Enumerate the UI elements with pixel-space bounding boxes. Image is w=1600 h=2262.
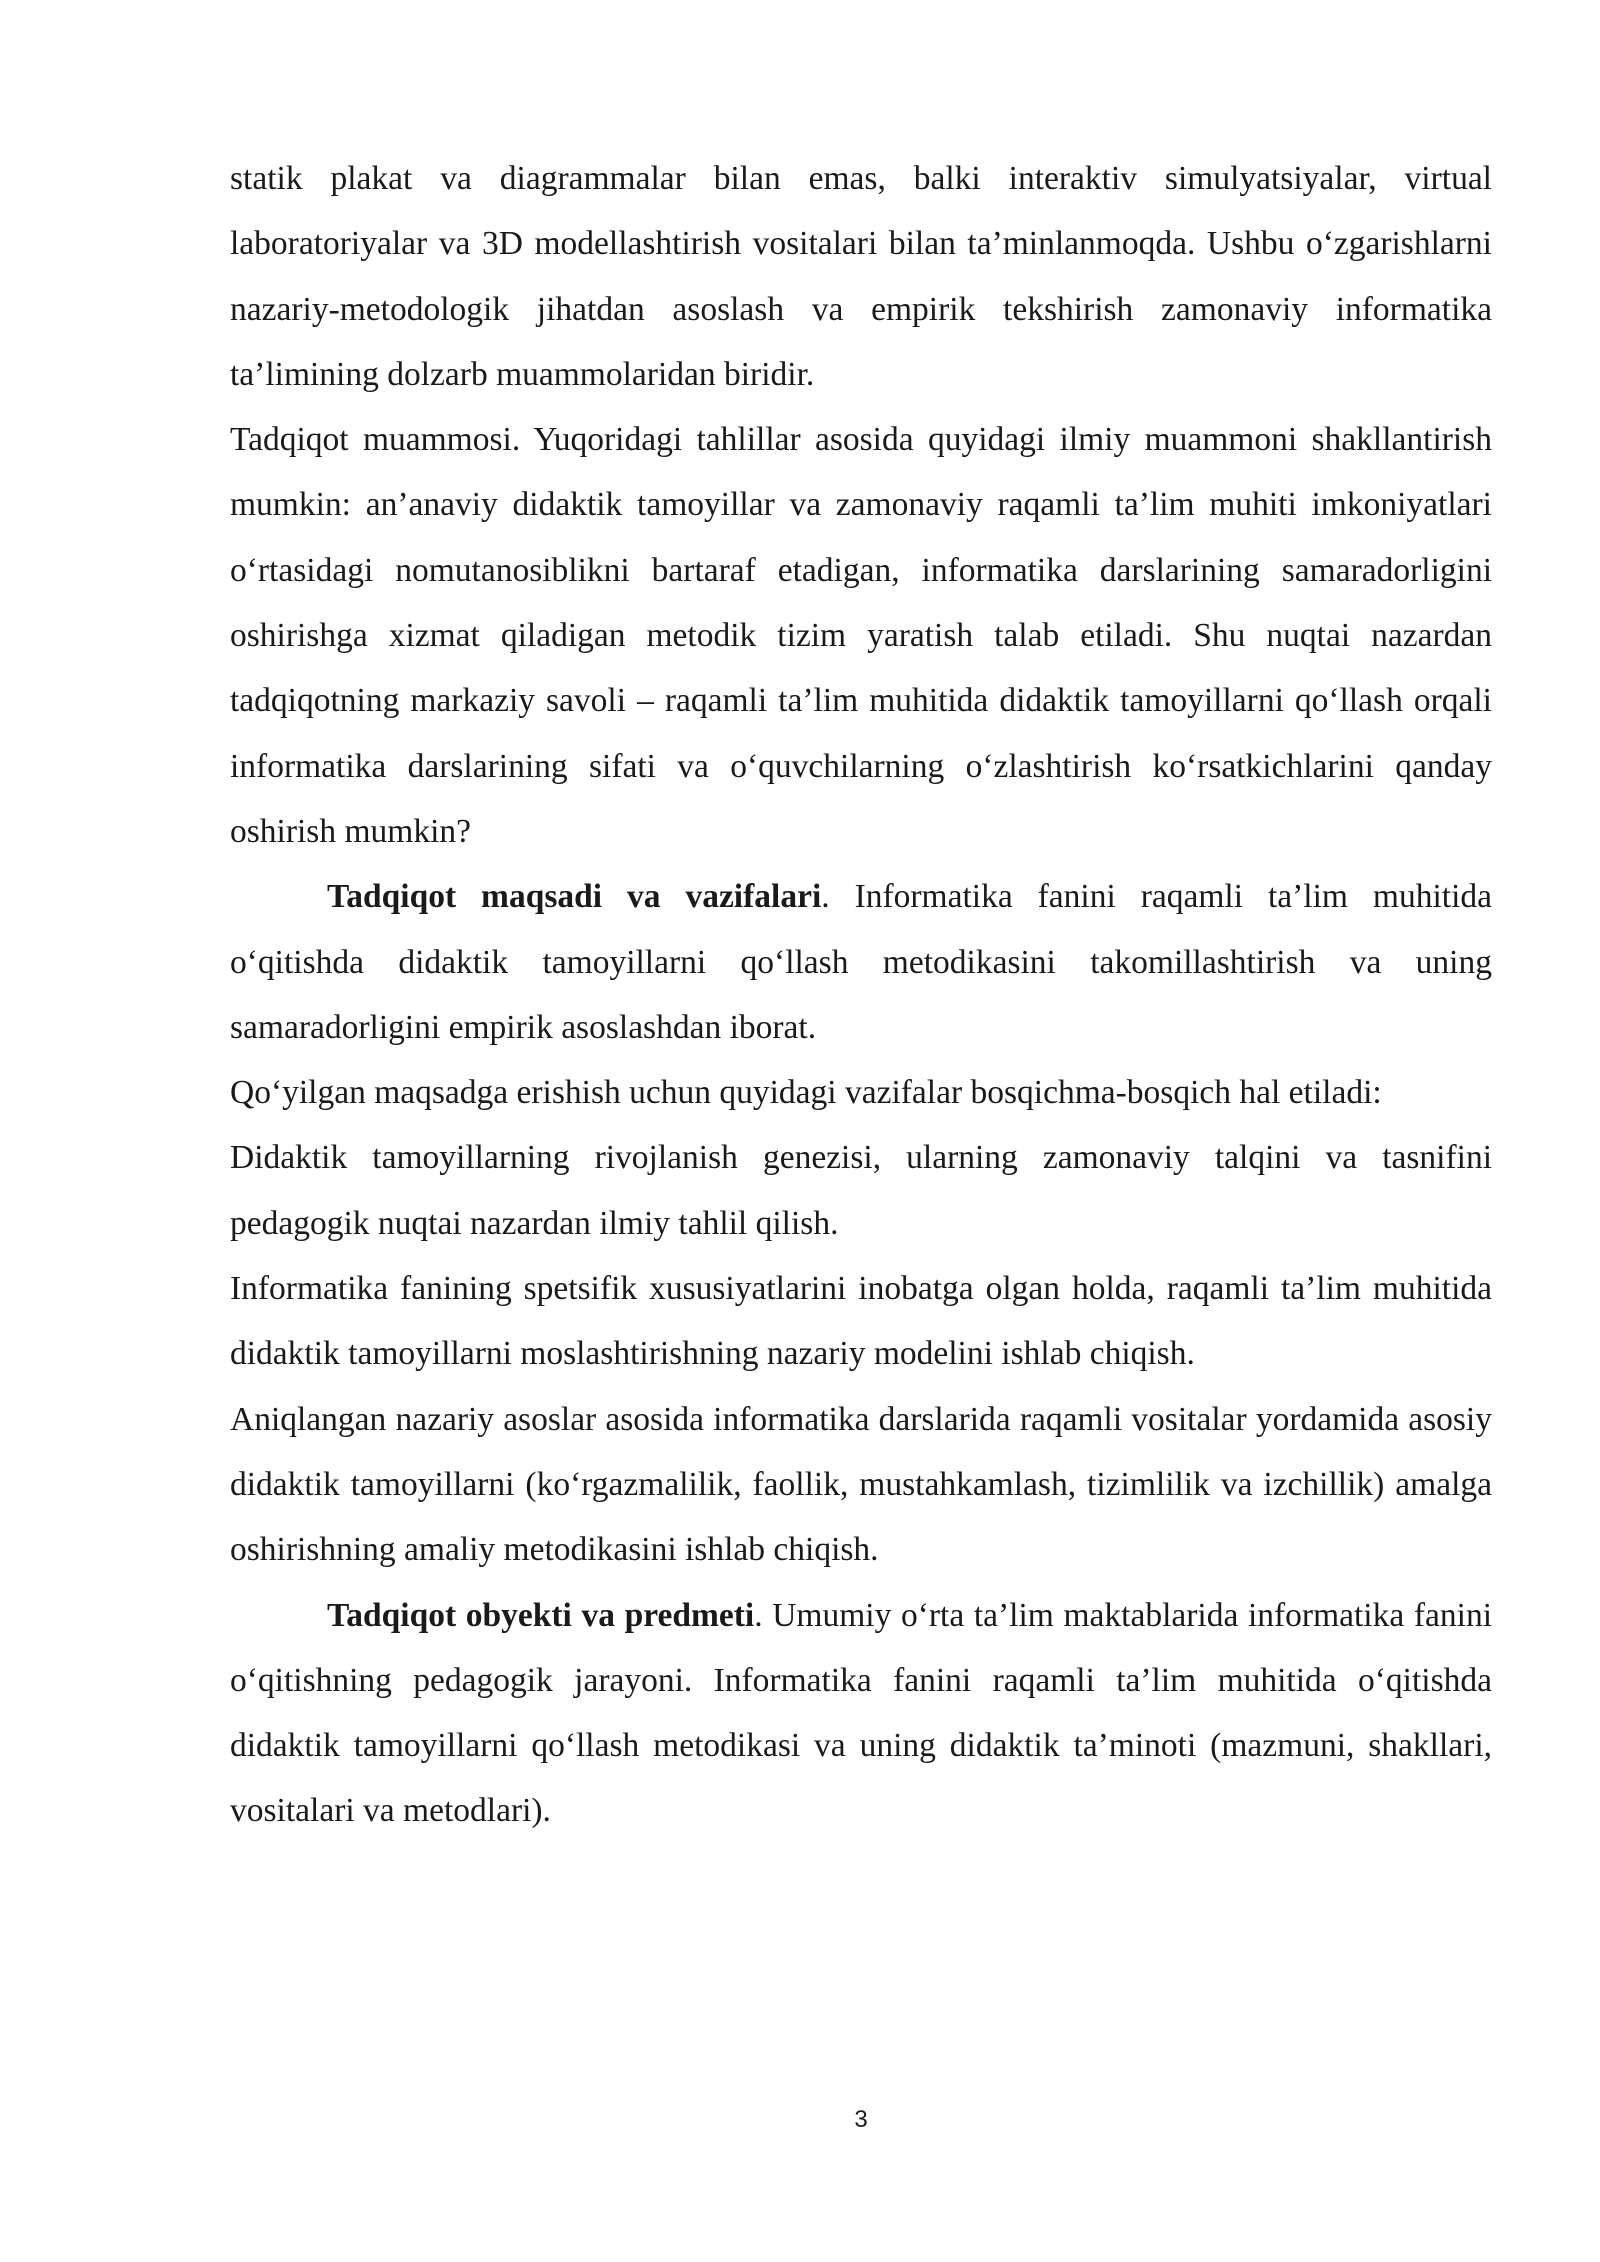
paragraph-text: . Informatika fanini raqamli ta’lim muhitida o‘qitishda didaktik tamoyillarni qo‘llash metodikasini takomillashtirish va uning samaradorligini empirik asoslashdan iborat. (230, 878, 1492, 1046)
page-number: 3 (854, 2106, 868, 2133)
paragraph-text: Didaktik tamoyillarning rivojlanish genezisi, ularning zamonaviy talqini va tasnifini pedagogik nuqtai nazardan ilmiy tahlil qilish. (230, 1139, 1492, 1242)
section-heading-goal: Tadqiqot maqsadi va vazifalari (327, 878, 822, 916)
paragraph-object-and-subject (230, 1583, 1492, 1844)
paragraph-text: Informatika fanining spetsifik xususiyatlarini inobatga olgan holda, raqamli ta’lim muhitida didaktik tamoyillarni moslashtirishning nazariy modelini ishlab chiqish. (230, 1270, 1492, 1373)
document-body (230, 146, 1492, 1844)
paragraph-goal-and-tasks (230, 864, 1492, 1060)
paragraph-intro-continuation (230, 146, 1492, 407)
paragraph-text: statik plakat va diagrammalar bilan emas, balki interaktiv simulyatsiyalar, virtual laboratoriyalar va 3D modellashtirish vositalari bilan ta’minlanmoqda. Ushbu o‘zgarishlarni nazariy-metodologik jihatdan asoslash va empirik tekshirish zamonaviy informatika ta’limining dolzarb muammolaridan biridir. (230, 160, 1492, 393)
paragraph-tasks-intro (230, 1060, 1492, 1125)
paragraph-task-3 (230, 1387, 1492, 1583)
paragraph-task-2 (230, 1256, 1492, 1387)
paragraph-text: Tadqiqot muammosi. Yuqoridagi tahlillar asosida quyidagi ilmiy muammoni shakllantirish mumkin: an’anaviy didaktik tamoyillar va zamonaviy raqamli ta’lim muhiti imkoniyatlari o‘rtasidagi nomutanosiblikni bartaraf etadigan, informatika darslarining samaradorligini oshirishga xizmat qiladigan metodik tizim yaratish talab etiladi. Shu nuqtai nazardan tadqiqotning markaziy savoli – raqamli ta’lim muhitida didaktik tamoyillarni qo‘llash orqali informatika darslarining sifati va o‘quvchilarning o‘zlashtirish ko‘rsatkichlarini qanday oshirish mumkin? (230, 421, 1492, 850)
paragraph-text: Aniqlangan nazariy asoslar asosida informatika darslarida raqamli vositalar yordamida asosiy didaktik tamoyillarni (ko‘rgazmalilik, faollik, mustahkamlash, tizimlilik va izchillik) amalga oshirishning amaliy metodikasini ishlab chiqish. (230, 1400, 1492, 1569)
section-heading-object: Tadqiqot obyekti va predmeti (327, 1596, 755, 1634)
paragraph-research-problem (230, 407, 1492, 864)
paragraph-text: Qo‘yilgan maqsadga erishish uchun quyidagi vazifalar bosqichma-bosqich hal etiladi: (230, 1074, 1382, 1112)
paragraph-text: . Umumiy o‘rta ta’lim maktablarida informatika fanini o‘qitishning pedagogik jarayoni. Informatika fanini raqamli ta’lim muhitida o‘qitishda didaktik tamoyillarni qo‘llash metodikasi va uning didaktik ta’minoti (mazmuni, shakllari, vositalari va metodlari). (230, 1596, 1492, 1830)
paragraph-task-1 (230, 1125, 1492, 1256)
